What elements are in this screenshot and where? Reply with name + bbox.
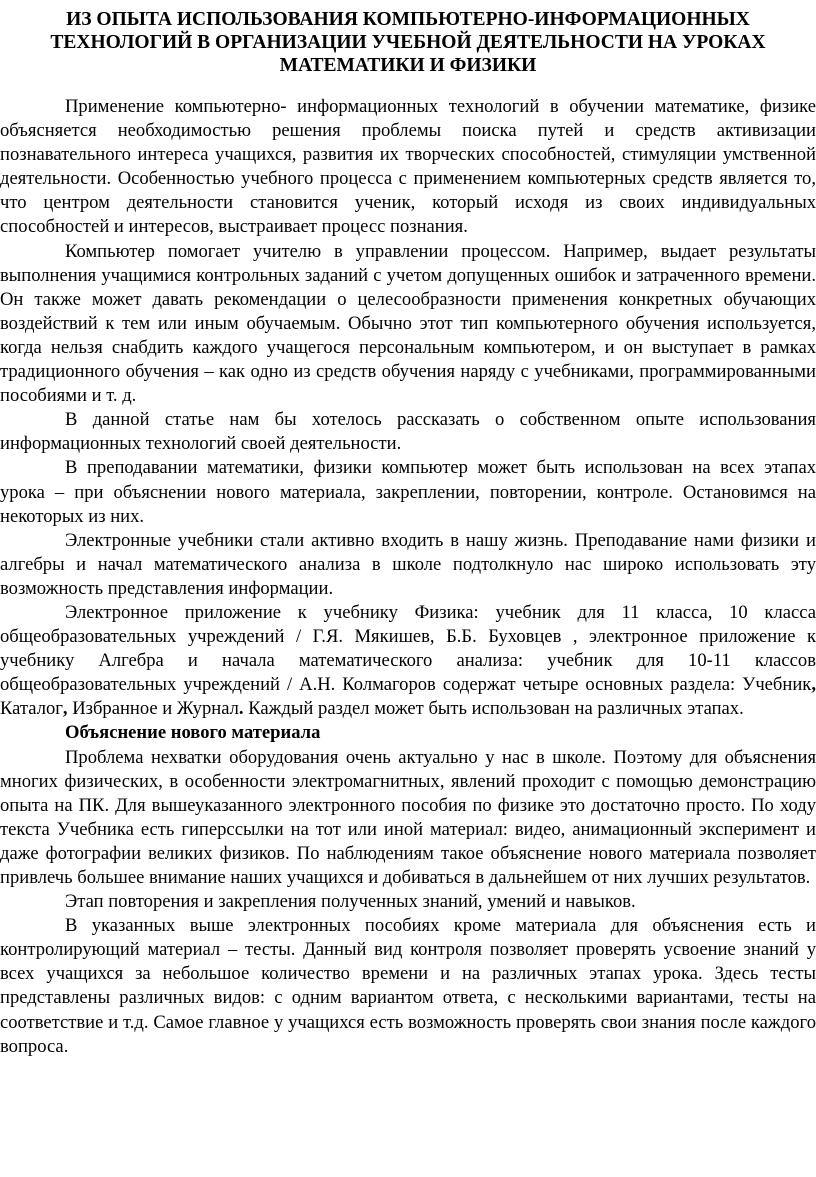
title-line-1: ИЗ ОПЫТА ИСПОЛЬЗОВАНИЯ КОМПЬЮТЕРНО-ИНФОРМАЦИОННЫХ [66, 9, 750, 30]
title-line-2: ТЕХНОЛОГИЙ В ОРГАНИЗАЦИИ УЧЕБНОЙ ДЕЯТЕЛЬНОСТИ НА УРОКАХ [50, 32, 766, 53]
paragraph-8: Этап повторения и закрепления полученных знаний, умений и навыков. [65, 891, 636, 913]
paragraph-3: В данной статье нам бы хотелось рассказать о собственном опыте использования информационных технологий своей деятельности. [0, 409, 816, 455]
paragraph-6-dot: . [238, 698, 244, 720]
paragraph-6-part-2: Каталог [0, 698, 63, 720]
document-body [0, 95, 816, 1059]
section-subheading: Объяснение нового материала [65, 722, 321, 744]
paragraph-6 [0, 601, 816, 721]
paragraph-7: Проблема нехватки оборудования очень актуально у нас в школе. Поэтому для объяснения многих физических, в особенности электромагнитных, явлений проходит с помощью демонстрацию опыта на ПК. Для вышеуказанного электронного пособия по физике это достаточно просто. По ходу текста Учебника есть гиперссылки на тот или иной материал: видео, анимационный эксперимент и даже фотографии великих физиков. По наблюдениям такое объяснение нового материала позволяет привлечь большее внимание наших учащихся и добиваться в дальнейшем от них лучших результатов. [0, 746, 816, 888]
paragraph-6-comma-1: , [811, 674, 816, 696]
paragraph-6-comma-2: , [62, 698, 73, 720]
paragraph-1: Применение компьютерно- информационных технологий в обучении математике, физике объясняется необходимостью решения проблемы поиска путей и средств активизации познавательного интереса учащихся, развития их творческих способностей, стимуляции умственной деятельности. Особенностью учебного процесса с применением компьютерных средств является то, что центром деятельности становится ученик, который исходя из своих индивидуальных способностей и интересов, выстраивает процесс познания. [0, 96, 816, 238]
paragraph-5: Электронные учебники стали активно входить в нашу жизнь. Преподавание нами физики и алгебры и начал математического анализа в школе подтолкнуло нас широко использовать эту возможность представления информации. [0, 529, 816, 599]
paragraph-6-part-3: Избранное и Журнал [72, 698, 239, 720]
paragraph-4: В преподавании математики, физики компьютер может быть использован на всех этапах урока – при объяснении нового материала, закреплении, повторении, контроле. Остановимся на некоторых из них. [0, 457, 816, 527]
document-title [0, 8, 816, 77]
title-line-3: МАТЕМАТИКИ И ФИЗИКИ [279, 55, 537, 76]
paragraph-6-part-1: Электронное приложение к учебнику Физика: учебник для 11 класса, 10 класса общеобразовательных учреждений / Г.Я. Мякишев, Б.Б. Буховцев , электронное приложение к учебнику Алгебра и начала математического анализа: учебник для 10-11 классов общеобразовательных учреждений / А.Н. Колмагоров содержат четыре основных раздела: Учебник [0, 601, 816, 696]
paragraph-6-part-4: Каждый раздел может быть использован на различных этапах. [243, 698, 744, 720]
paragraph-9: В указанных выше электронных пособиях кроме материала для объяснения есть и контролирующий материал – тесты. Данный вид контроля позволяет проверять усвоение знаний у всех учащихся за небольшое количество времени и на различных этапах урока. Здесь тесты представлены различных видов: с одним вариантом ответа, с несколькими вариантами, тесты на соответствие и т.д. Самое главное у учащихся есть возможность проверять свои знания после каждого вопроса. [0, 915, 816, 1057]
paragraph-2: Компьютер помогает учителю в управлении процессом. Например, выдает результаты выполнения учащимися контрольных заданий с учетом допущенных ошибок и затраченного времени. Он также может давать рекомендации о целесообразности применения конкретных обучающих воздействий к тем или иным обучаемым. Обычно этот тип компьютерного обучения используется, когда нельзя снабдить каждого учащегося персональным компьютером, и он выступает в рамках традиционного обучения – как одно из средств обучения наряду с учебниками, программированными пособиями и т. д. [0, 240, 816, 407]
